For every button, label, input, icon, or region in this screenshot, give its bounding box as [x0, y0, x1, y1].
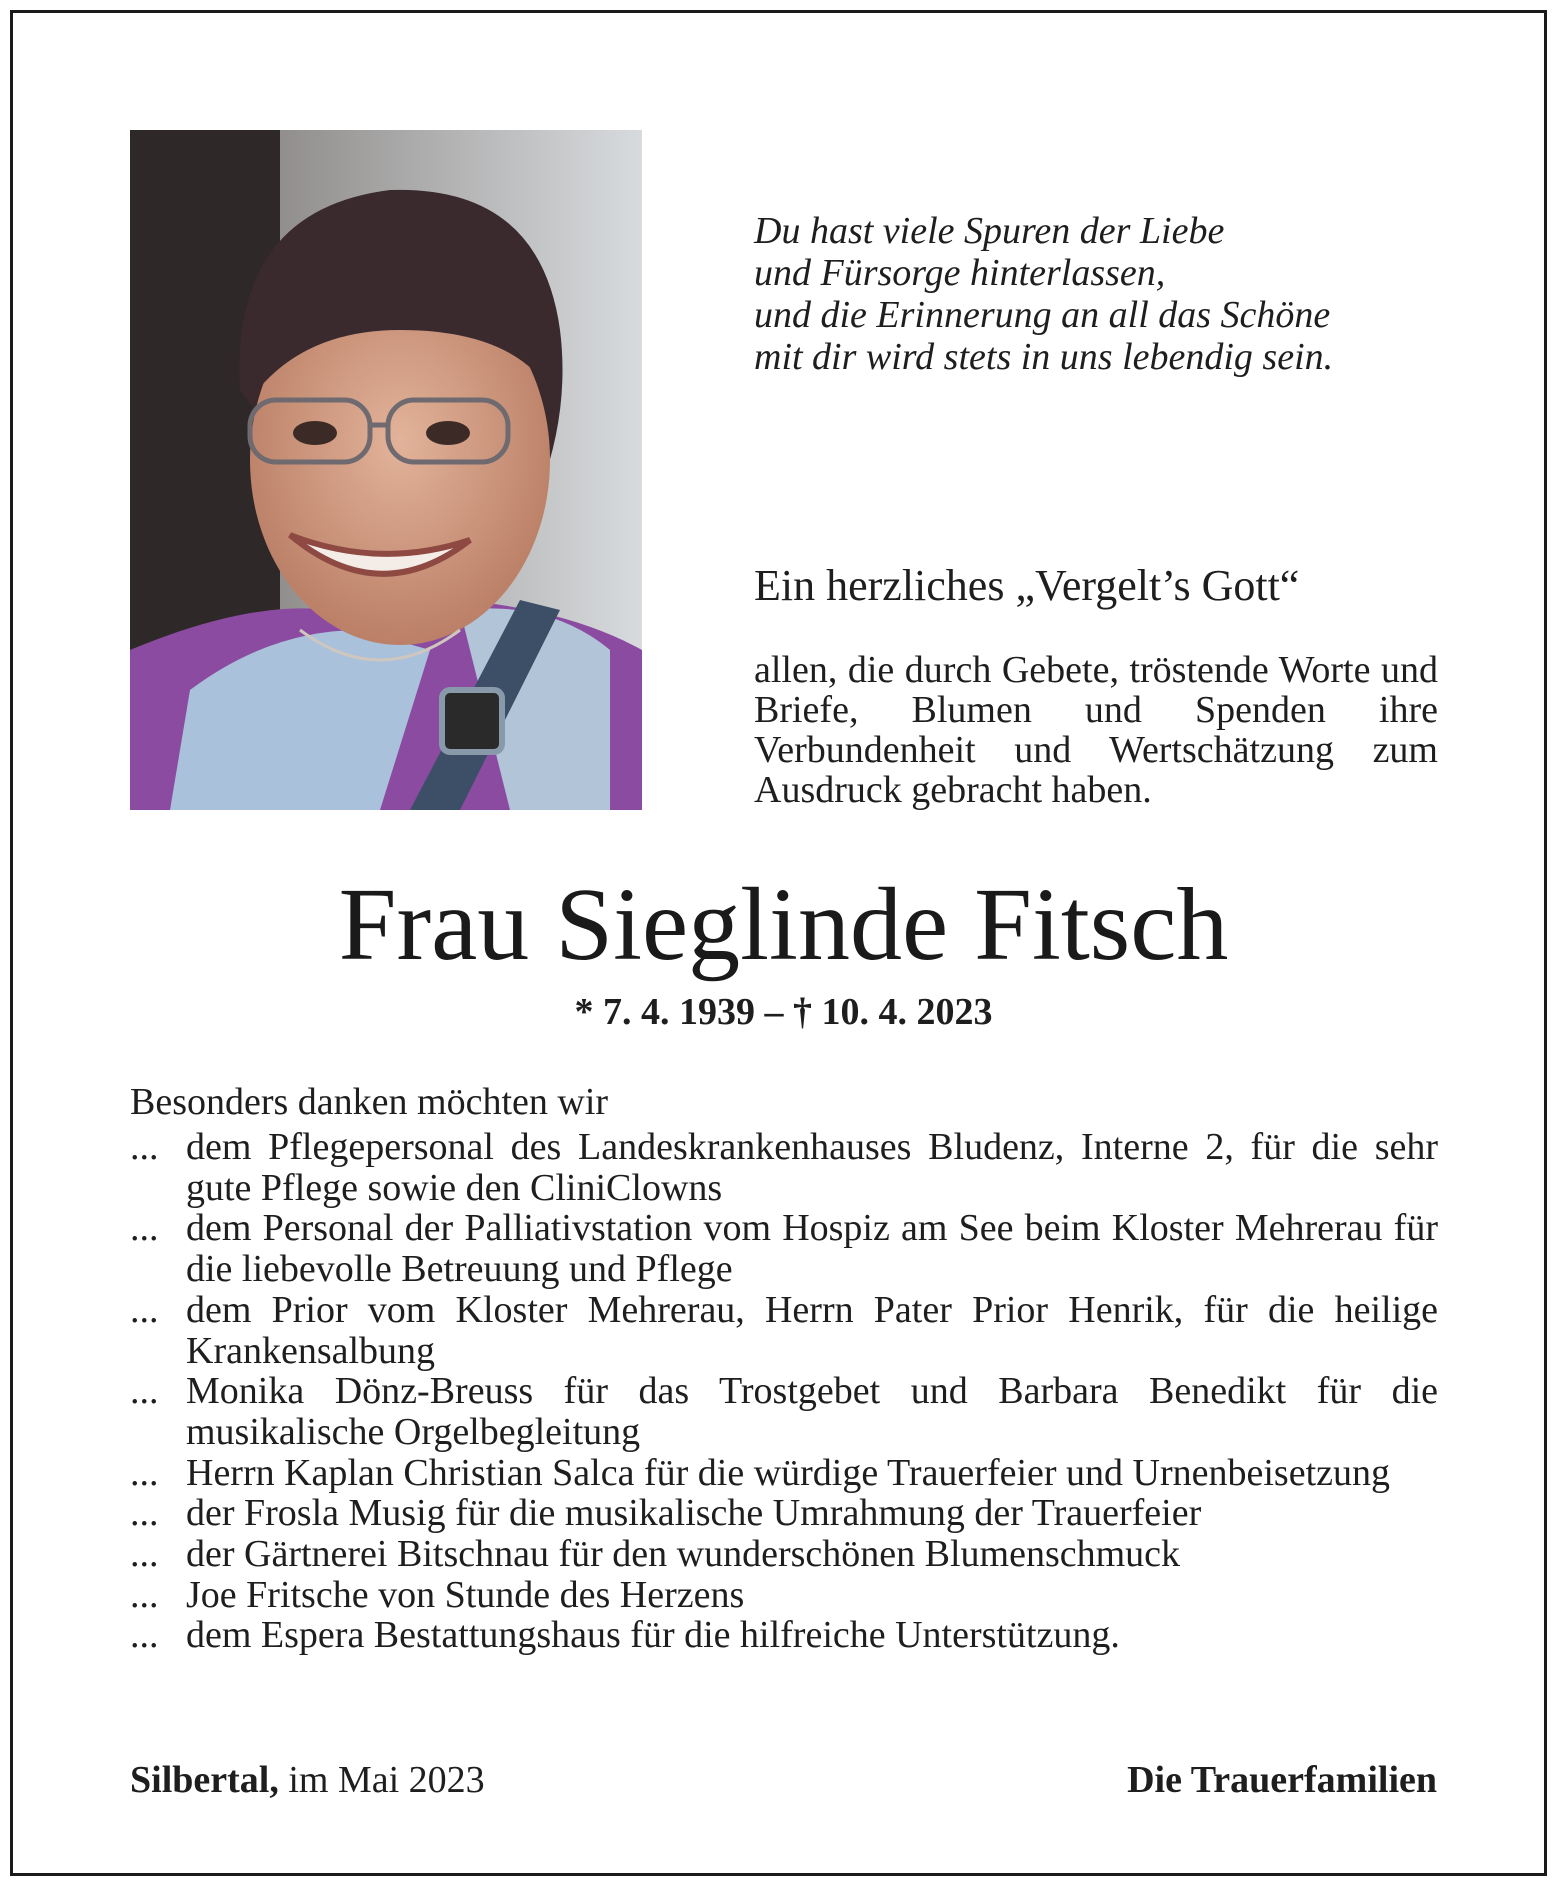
- list-item: [130, 1453, 1438, 1494]
- list-item-text: der Frosla Musig für die musikalische Umrahmung der Trauerfeier: [186, 1492, 1202, 1535]
- list-item: [130, 1127, 1438, 1208]
- list-marker: ...: [130, 1288, 159, 1331]
- list-item-text: der Gärtnerei Bitschnau für den wunderschönen Blumenschmuck: [186, 1533, 1181, 1576]
- special-thanks-list: [130, 1127, 1438, 1656]
- poem-line: und Fürsorge hinterlassen,: [754, 252, 1166, 294]
- list-item: [130, 1575, 1438, 1616]
- portrait-photo: [130, 130, 642, 810]
- list-item: [130, 1208, 1438, 1289]
- list-marker: ...: [130, 1451, 159, 1494]
- list-item-text: dem Espera Bestattungshaus für die hilfreiche Unterstützung.: [186, 1614, 1120, 1657]
- list-marker: ...: [130, 1492, 159, 1535]
- thanks-body: allen, die durch Gebete, tröstende Worte und Briefe, Blumen und Spenden ihre Verbundenheit und Wertschätzung zum Ausdruck gebracht haben.: [754, 649, 1438, 811]
- list-item-text: Herrn Kaplan Christian Salca für die würdige Trauerfeier und Urnenbeisetzung: [186, 1451, 1391, 1494]
- special-thanks-intro: Besonders danken möchten wir: [130, 1081, 609, 1123]
- poem-line: und die Erinnerung an all das Schöne: [754, 294, 1331, 336]
- list-item-text: Joe Fritsche von Stunde des Herzens: [186, 1573, 745, 1616]
- list-marker: ...: [130, 1207, 159, 1250]
- life-dates: * 7. 4. 1939 – † 10. 4. 2023: [574, 991, 993, 1033]
- list-item-text: dem Personal der Palliativstation vom Hospiz am See beim Kloster Mehrerau für die liebevolle Betreuung und Pflege: [186, 1207, 1438, 1291]
- list-marker: ...: [130, 1370, 159, 1413]
- footer-date: im Mai 2023: [288, 1759, 485, 1801]
- footer-signature: Die Trauerfamilien: [1127, 1759, 1437, 1801]
- list-marker: ...: [130, 1614, 159, 1657]
- list-item: [130, 1290, 1438, 1371]
- poem-line: mit dir wird stets in uns lebendig sein.: [754, 336, 1334, 378]
- list-marker: ...: [130, 1533, 159, 1576]
- deceased-name: Frau Sieglinde Fitsch: [338, 867, 1229, 982]
- list-item: [130, 1493, 1438, 1534]
- list-marker: ...: [130, 1573, 159, 1616]
- list-item: [130, 1615, 1438, 1656]
- footer-place: Silbertal,: [130, 1759, 279, 1801]
- list-item-text: dem Prior vom Kloster Mehrerau, Herrn Pater Prior Henrik, für die heilige Krankensalbung: [186, 1288, 1438, 1372]
- list-item: [130, 1371, 1438, 1452]
- thanks-heading: Ein herzliches „Vergelt’s Gott“: [754, 561, 1300, 610]
- list-item: [130, 1534, 1438, 1575]
- list-item-text: dem Pflegepersonal des Landeskrankenhauses Bludenz, Interne 2, für die sehr gute Pflege sowie den CliniClowns: [186, 1126, 1438, 1209]
- poem-line: Du hast viele Spuren der Liebe: [754, 210, 1225, 252]
- list-item-text: Monika Dönz-Breuss für das Trostgebet und Barbara Benedikt für die musikalische Orgelbegleitung: [186, 1370, 1438, 1453]
- list-marker: ...: [130, 1126, 159, 1168]
- poem: [754, 210, 1454, 378]
- footer-place-date: [130, 1758, 485, 1802]
